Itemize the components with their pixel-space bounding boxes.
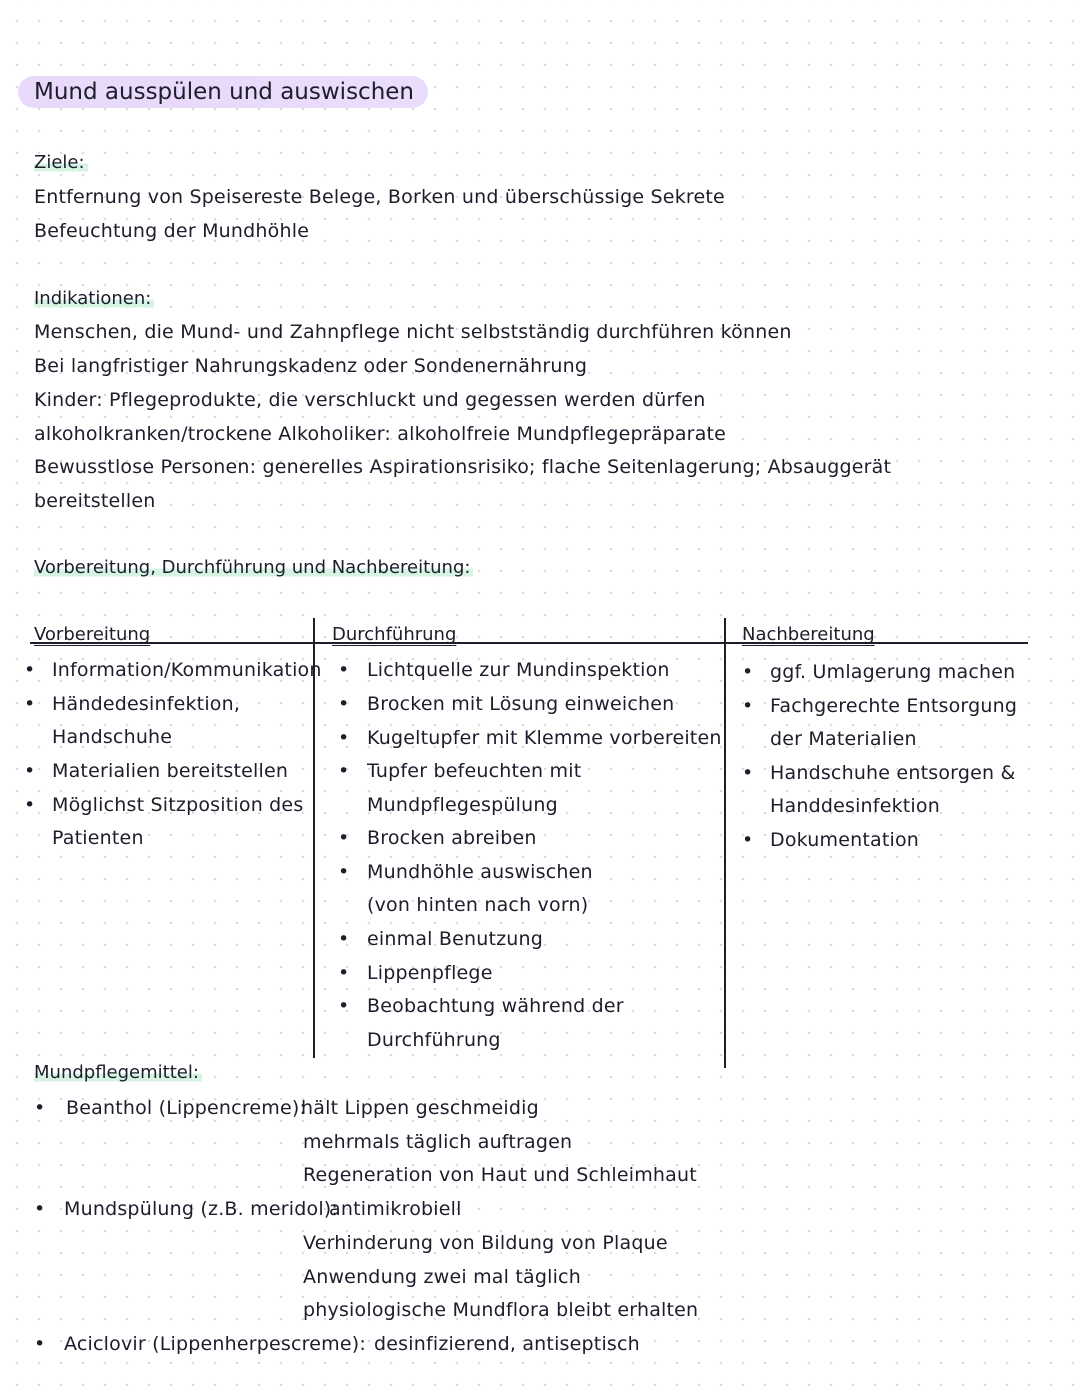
indikation-line: bereitstellen — [34, 490, 156, 512]
durchfuehrung-heading: Durchführung — [332, 624, 457, 645]
mundpflegemittel-heading-text: Mundpflegemittel: — [34, 1062, 202, 1083]
procedure-heading — [34, 557, 473, 578]
bullet-dot: • — [338, 727, 350, 749]
product-detail: hält Lippen geschmeidig — [301, 1097, 539, 1119]
list-item: Dokumentation — [770, 829, 920, 851]
list-item: Handdesinfektion — [770, 795, 940, 817]
list-item: Handschuhe — [52, 726, 173, 748]
ziele-line: Entfernung von Speisereste Belege, Borken und überschüssige Sekrete — [34, 186, 725, 208]
list-item: Brocken mit Lösung einweichen — [367, 693, 675, 715]
ziele-line: Befeuchtung der Mundhöhle — [34, 220, 310, 242]
product-detail: Anwendung zwei mal täglich — [303, 1266, 581, 1288]
indikation-line: alkoholkranken/trockene Alkoholiker: alkoholfreie Mundpflegepräparate — [34, 423, 727, 445]
bullet-dot: • — [24, 760, 36, 782]
bullet-dot: • — [338, 693, 350, 715]
list-item: Handschuhe entsorgen & — [770, 762, 1016, 784]
indikation-line: Bewusstlose Personen: generelles Aspirationsrisiko; flache Seitenlagerung; Absauggerät — [34, 456, 892, 478]
mundpflegemittel-heading — [34, 1062, 202, 1083]
list-item: Lippenpflege — [367, 962, 493, 984]
bullet-dot: • — [24, 693, 36, 715]
bullet-dot: • — [338, 827, 350, 849]
bullet-dot: • — [338, 861, 350, 883]
bullet-dot: • — [338, 962, 350, 984]
list-item: Patienten — [52, 827, 144, 849]
list-item: Mundhöhle auswischen — [367, 861, 593, 883]
bullet-dot: • — [338, 995, 350, 1017]
list-item: Lichtquelle zur Mundinspektion — [367, 659, 670, 681]
table-column-divider — [313, 618, 315, 1058]
list-item: Fachgerechte Entsorgung — [770, 695, 1018, 717]
ziele-heading-text: Ziele: — [34, 152, 88, 173]
indikationen-heading — [34, 288, 154, 309]
page-title: Mund ausspülen und auswischen — [18, 76, 428, 108]
list-item: Durchführung — [367, 1029, 501, 1051]
list-item: Tupfer befeuchten mit — [367, 760, 582, 782]
list-item: der Materialien — [770, 728, 917, 750]
product-name: Mundspülung (z.B. meridol): — [64, 1198, 339, 1220]
list-item: Möglichst Sitzposition des — [52, 794, 304, 816]
bullet-dot: • — [742, 661, 754, 683]
list-item: (von hinten nach vorn) — [367, 894, 589, 916]
bullet-dot: • — [338, 659, 350, 681]
indikation-line: Bei langfristiger Nahrungskadenz oder Sondenernährung — [34, 355, 588, 377]
bullet-dot: • — [24, 659, 36, 681]
list-item: einmal Benutzung — [367, 928, 544, 950]
product-detail: desinfizierend, antiseptisch — [374, 1333, 640, 1355]
list-item: ggf. Umlagerung machen — [770, 661, 1016, 683]
product-detail: physiologische Mundflora bleibt erhalten — [303, 1299, 699, 1321]
list-item: Beobachtung während der — [367, 995, 624, 1017]
product-detail: antimikrobiell — [329, 1198, 462, 1220]
procedure-heading-text: Vorbereitung, Durchführung und Nachbereitung: — [34, 557, 473, 578]
list-item: Information/Kommunikation — [52, 659, 322, 681]
product-detail: Regeneration von Haut und Schleimhaut — [303, 1164, 697, 1186]
bullet-dot: • — [34, 1198, 46, 1220]
product-detail: Verhinderung von Bildung von Plaque — [303, 1232, 668, 1254]
list-item: Händedesinfektion, — [52, 693, 241, 715]
table-column-divider — [724, 618, 726, 1068]
bullet-dot: • — [34, 1333, 46, 1355]
list-item: Mundpflegespülung — [367, 794, 558, 816]
table-header-rule — [30, 642, 1028, 644]
vorbereitung-heading: Vorbereitung — [34, 624, 151, 645]
bullet-dot: • — [338, 928, 350, 950]
bullet-dot: • — [742, 695, 754, 717]
ziele-heading — [34, 152, 88, 173]
indikationen-heading-text: Indikationen: — [34, 288, 154, 309]
bullet-dot: • — [24, 794, 36, 816]
nachbereitung-heading: Nachbereitung — [742, 624, 875, 645]
indikation-line: Kinder: Pflegeprodukte, die verschluckt und gegessen werden dürfen — [34, 389, 706, 411]
list-item: Kugeltupfer mit Klemme vorbereiten — [367, 727, 722, 749]
list-item: Materialien bereitstellen — [52, 760, 289, 782]
list-item: Brocken abreiben — [367, 827, 537, 849]
indikation-line: Menschen, die Mund- und Zahnpflege nicht selbstständig durchführen können — [34, 321, 792, 343]
product-detail: mehrmals täglich auftragen — [303, 1131, 573, 1153]
product-name: Aciclovir (Lippenherpescreme): — [64, 1333, 366, 1355]
bullet-dot: • — [338, 760, 350, 782]
product-name: Beanthol (Lippencreme): — [66, 1097, 307, 1119]
bullet-dot: • — [742, 762, 754, 784]
bullet-dot: • — [742, 829, 754, 851]
bullet-dot: • — [34, 1097, 46, 1119]
